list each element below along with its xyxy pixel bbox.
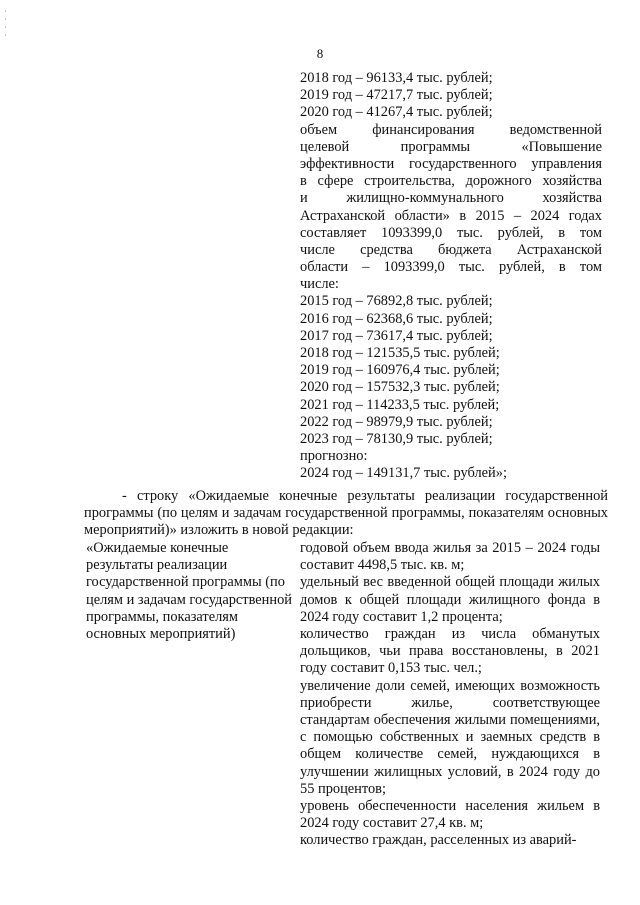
- result-item: годовой объем ввода жилья за 2015 – 2024 годы составит 4498,5 тыс. кв. м;: [300, 540, 600, 574]
- program-text-line: и жилищно-коммунального хозяйства: [300, 190, 602, 207]
- funding-line: 2023 год – 78130,9 тыс. рублей;: [300, 430, 493, 447]
- result-item: увеличение доли семей, имеющих возможность приобрести жилье, соответствующее стандартам обеспечения жилыми помещениями, с помощью собственных и заемных средств в общем количестве семей, нуждающихся в улучшении жилищных условий, в 2024 году до 55 процентов;: [300, 677, 600, 797]
- program-text-line: в сфере строительства, дорожного хозяйства: [300, 173, 602, 190]
- program-text-line: числе:: [300, 276, 339, 293]
- program-text-line: области – 1093399,0 тыс. рублей, в том: [300, 259, 602, 276]
- funding-line: 2015 год – 76892,8 тыс. рублей;: [300, 293, 493, 310]
- result-item: количество граждан, расселенных из аварий-: [300, 832, 577, 849]
- table-left-cell: «Ожидаемые конечные результаты реализации государственной программы (по целям и задачам государственной программы, показателям основных мероприятий): [86, 540, 292, 643]
- funding-line: 2020 год – 41267,4 тыс. рублей;: [300, 104, 493, 121]
- program-text-line: составляет 1093399,0 тыс. рублей, в том: [300, 224, 602, 241]
- amendment-text: - строку «Ожидаемые конечные результаты реализации государственной программы (по целям и задачам государственной программы, показателям основных мероприятий)» изложить в новой редакции:: [84, 488, 608, 539]
- funding-line: 2020 год – 157532,3 тыс. рублей;: [300, 379, 500, 396]
- result-item: количество граждан из числа обманутых дольщиков, чьи права восстановлены, в 2021 году составит 0,153 тыс. чел.;: [300, 626, 600, 677]
- funding-line: 2019 год – 160976,4 тыс. рублей;: [300, 362, 500, 379]
- program-text-line: объем финансирования ведомственной: [300, 121, 602, 138]
- page-number: 8: [316, 46, 324, 61]
- program-text-line: эффективности государственного управления: [300, 155, 602, 172]
- amendment-paragraph: [84, 488, 608, 540]
- table-right-cell: [300, 540, 600, 850]
- funding-line: 2018 год – 96133,4 тыс. рублей;: [300, 70, 493, 86]
- program-text-line: числе средства бюджета Астраханской: [300, 241, 602, 258]
- program-text-line: Астраханской области» в 2015 – 2024 годах: [300, 207, 602, 224]
- result-item: уровень обеспеченности населения жильем в 2024 году составит 27,4 кв. м;: [300, 798, 600, 832]
- margin-marks: · · · ·: [4, 7, 7, 40]
- forecast-label: прогнозно:: [300, 448, 368, 465]
- funding-line: 2017 год – 73617,4 тыс. рублей;: [300, 327, 493, 344]
- program-text-line: целевой программы «Повышение: [300, 138, 602, 155]
- funding-column: [300, 70, 602, 483]
- funding-line: 2016 год – 62368,6 тыс. рублей;: [300, 310, 493, 327]
- funding-line: 2019 год – 47217,7 тыс. рублей;: [300, 87, 493, 104]
- result-item: удельный вес введенной общей площади жилых домов к общей площади жилищного фонда в 2024 году составит 1,2 процента;: [300, 574, 600, 625]
- forecast-line: 2024 год – 149131,7 тыс. рублей»;: [300, 465, 507, 482]
- funding-line: 2018 год – 121535,5 тыс. рублей;: [300, 345, 500, 361]
- funding-line: 2021 год – 114233,5 тыс. рублей;: [300, 396, 500, 413]
- funding-line: 2022 год – 98979,9 тыс. рублей;: [300, 413, 493, 430]
